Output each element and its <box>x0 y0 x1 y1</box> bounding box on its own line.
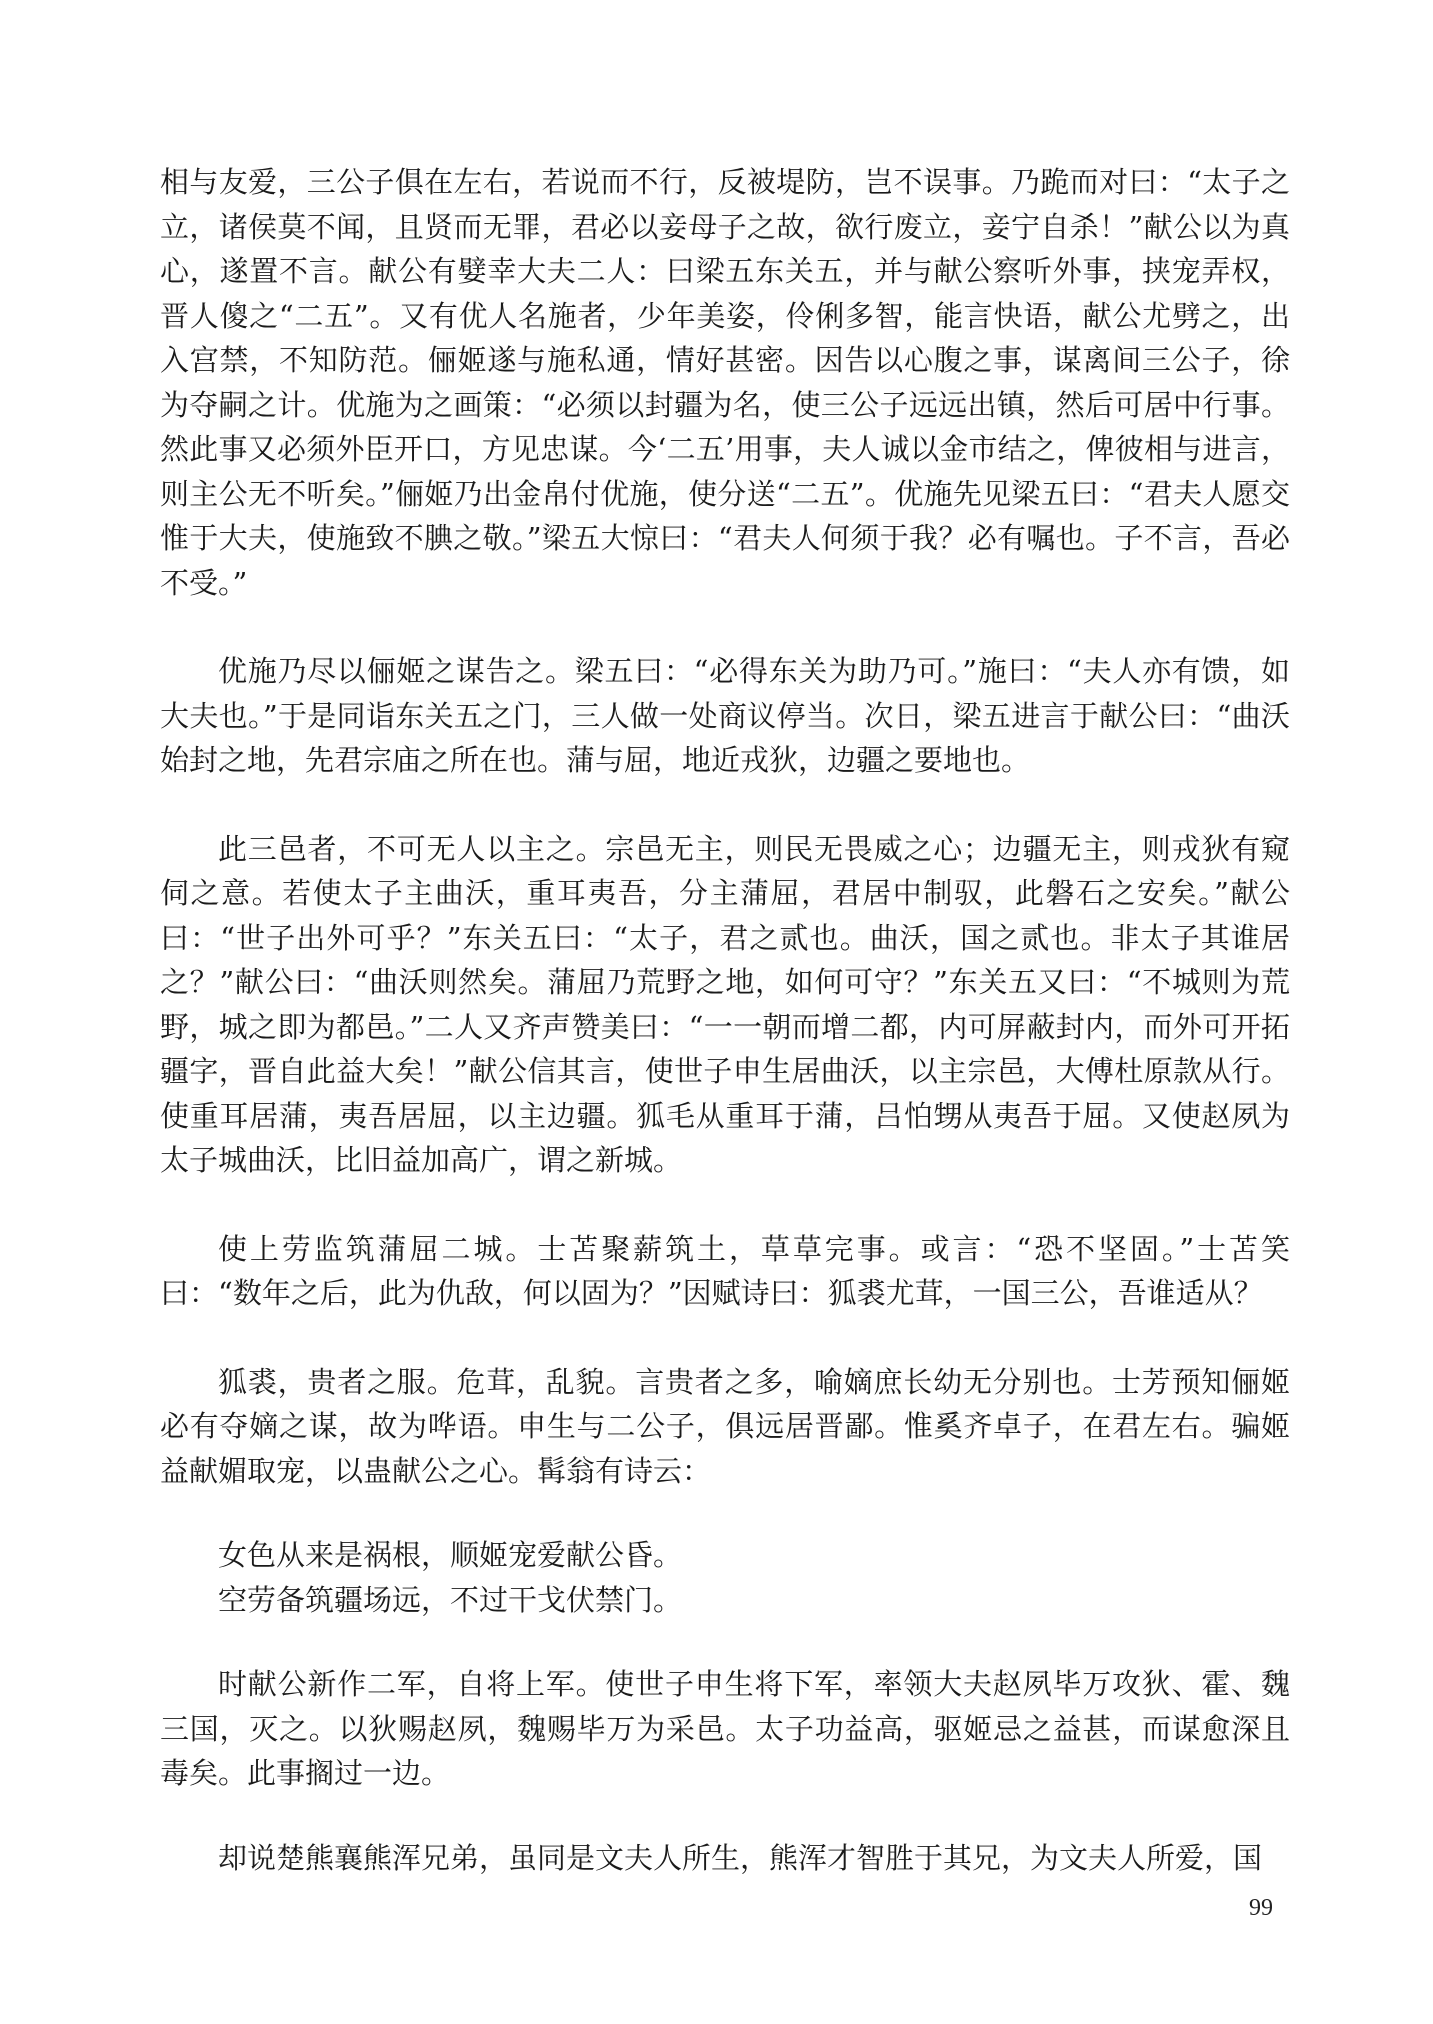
page-number: 99 <box>1249 1895 1273 1921</box>
paragraph-7: 却说楚熊襄熊浑兄弟，虽同是文夫人所生，熊浑才智胜于其兄，为文夫人所爱，国 <box>218 1840 1263 1875</box>
paragraph-5: 狐裘，贵者之服。危茸，乱貌。言贵者之多，喻嫡庶长幼无分别也。士芳预知俪姬必有夺嫡之谋，故为哗语。申生与二公子，俱远居晋鄙。惟奚齐卓子，在君左右。骗姬益献媚取宠，以蛊献公之心。髯翁有诗云： <box>160 1364 1290 1488</box>
paragraph-4: 使上劳监筑蒲屈二城。士苫聚薪筑土，草草完事。或言：“恐不坚固。”士苫笑曰：“数年之后，此为仇敌，何以固为？”因赋诗曰：狐裘尤茸，一国三公，吾谁适从？ <box>160 1231 1290 1310</box>
paragraph-2: 优施乃尽以俪姬之谋告之。梁五曰：“必得东关为助乃可。”施曰：“夫人亦有馈，如大夫也。”于是同诣东关五之门，三人做一处商议停当。次日，梁五进言于献公曰：“曲沃始封之地，先君宗庙之所在也。蒲与屈，地近戎狄，边疆之要地也。 <box>160 654 1290 777</box>
poem-line-2: 空劳备筑疆场远，不过干戈伏禁门。 <box>218 1582 683 1617</box>
paragraph-3: 此三邑者，不可无人以主之。宗邑无主，则民无畏威之心；边疆无主，则戎狄有窥伺之意。若使太子主曲沃，重耳夷吾，分主蒲屈，君居中制驭，此磐石之安矣。”献公曰：“世子出外可乎？”东关五曰：“太子，君之贰也。曲沃，国之贰也。非太子其谁居之？”献公曰：“曲沃则然矣。蒲屈乃荒野之地，如何可守？”东关五又曰：“不城则为荒野，城之即为都邑。”二人又齐声赞美曰：“一一朝而增二都，内可屏蔽封内，而外可开拓疆字，晋自此益大矣！”献公信其言，使世子申生居曲沃，以主宗邑，大傅杜原款从行。使重耳居蒲，夷吾居屈，以主边疆。狐毛从重耳于蒲，吕怕甥从夷吾于屈。又使赵夙为太子城曲沃，比旧益加高广，谓之新城。 <box>160 831 1290 1177</box>
page-body <box>160 160 1290 1880</box>
poem-line-1: 女色从来是祸根，顺姬宠爱献公昏。 <box>218 1538 683 1572</box>
paragraph-6: 时献公新作二军，自将上军。使世子申生将下军，率领大夫赵夙毕万攻狄、霍、魏三国，灭之。以狄赐赵夙，魏赐毕万为采邑。太子功益高，驱姬忌之益甚，而谋愈深且毒矣。此事搁过一边。 <box>160 1667 1290 1790</box>
poem <box>160 1533 1290 1622</box>
paragraph-1: 相与友爱，三公子俱在左右，若说而不行，反被堤防，岂不误事。乃跪而对曰：“太子之立，诸侯莫不闻，且贤而无罪，君必以妾母子之故，欲行废立，妾宁自杀！”献公以为真心，遂置不言。献公有嬖幸大夫二人：曰梁五东关五，并与献公察听外事，挟宠弄权，晋人傻之“二五”。又有优人名施者，少年美姿，伶俐多智，能言快语，献公尤劈之，出入宫禁，不知防范。俪姬遂与施私通，情好甚密。因告以心腹之事，谋离间三公子，徐为夺嗣之计。优施为之画策：“必须以封疆为名，使三公子远远出镇，然后可居中行事。然此事又必须外臣开口，方见忠谋。今‘二五’用事，夫人诚以金市结之，俾彼相与进言，则主公无不听矣。”俪姬乃出金帛付优施，使分送“二五”。优施先见梁五曰：“君夫人愿交惟于大夫，使施致不腆之敬。”梁五大惊曰：“君夫人何须于我？必有嘱也。子不言，吾必不受。” <box>160 165 1290 600</box>
